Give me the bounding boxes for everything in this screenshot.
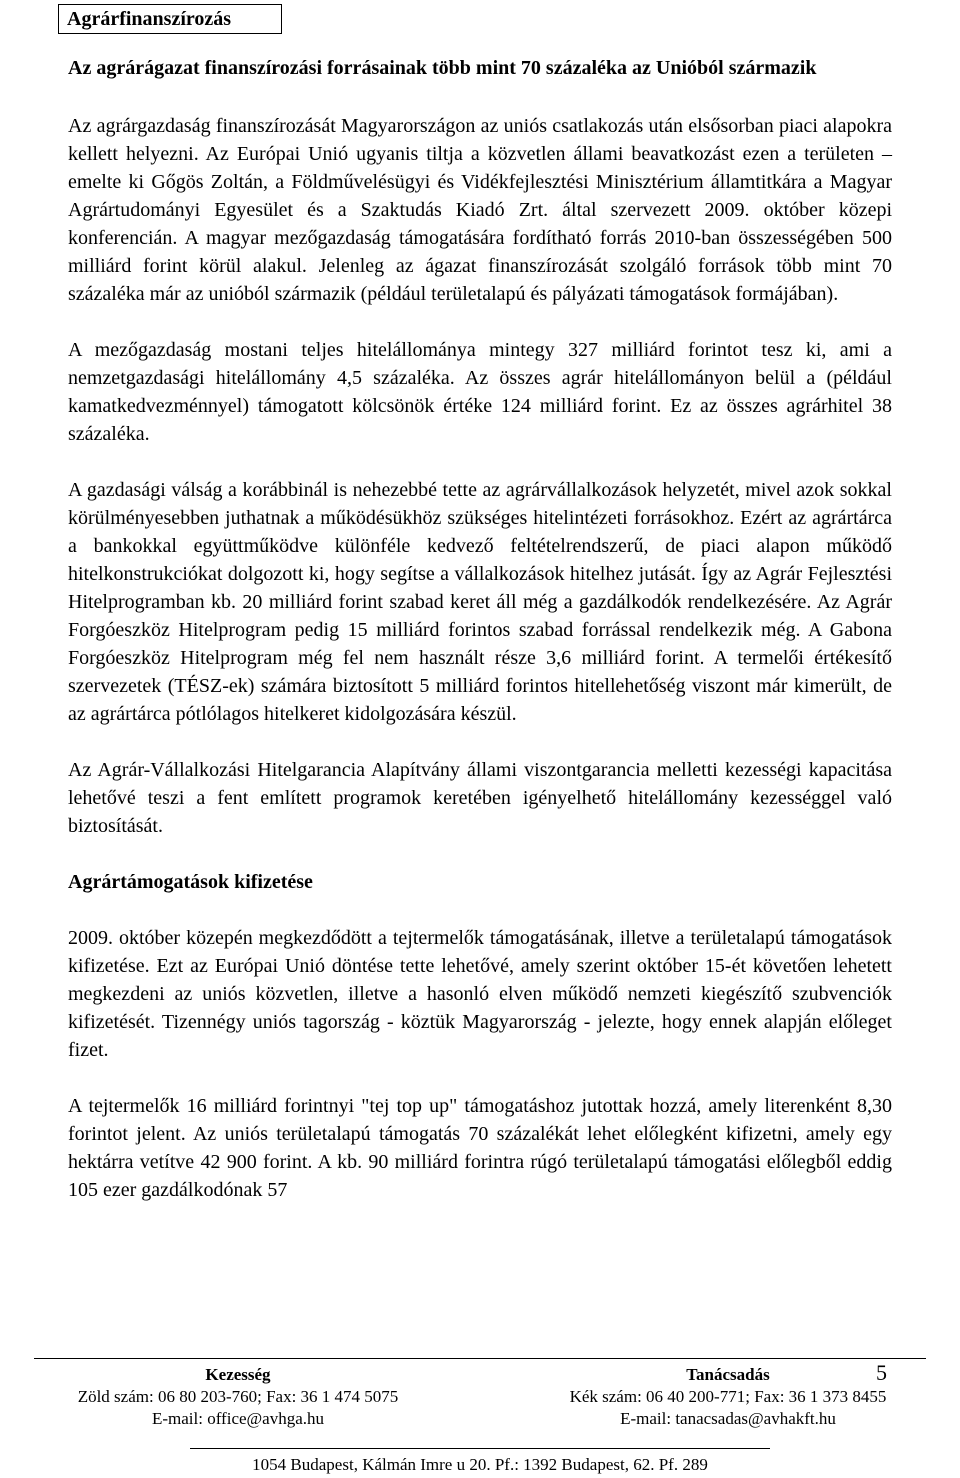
footer-address: 1054 Budapest, Kálmán Imre u 20. Pf.: 1392 Budapest, 62. Pf. 289 <box>252 1455 708 1474</box>
paragraph: Az Agrár-Vállalkozási Hitelgarancia Alapítvány állami viszontgarancia melletti kezességi kapacitása lehetővé teszi a fent említett programok keretében igényelhető hitelállomány kezességgel való biztosítását. <box>68 759 892 837</box>
footer-right-contact <box>528 1360 928 1430</box>
article-heading: Az agrárágazat finanszírozási forrásainak több mint 70 százaléka az Unióból származik <box>68 57 817 79</box>
paragraph: 2009. október közepén megkezdődött a tejtermelők támogatásának, illetve a területalapú támogatások kifizetése. Ezt az Európai Unió döntése tette lehetővé, amely szerint október 15-ét követően lehetett megkezdeni az uniós közvetlen, illetve a hasonló elven működő nemzeti kiegészítő szubvenciók kifizetését. Tizennégy uniós tagország - köztük Magyarország - jelezte, hogy ennek alapján előleget fizet. <box>68 927 892 1061</box>
footer-left-title: Kezesség <box>205 1365 271 1384</box>
footer-right-phone: Kék szám: 06 40 200-771; Fax: 36 1 373 8455 <box>569 1387 887 1406</box>
page-footer <box>0 1358 960 1478</box>
paragraph: Az agrárgazdaság finanszírozását Magyarországon az uniós csatlakozás után elsősorban piaci alapokra kellett helyezni. Az Európai Unió ugyanis tiltja a közvetlen állami beavatkozást ezen a területen – emelte ki Gőgös Zoltán, a Földművelésügyi és Vidékfejlesztési Minisztérium államtitkára a Magyar Agrártudományi Egyesület és a Szaktudás Kiadó Zrt. által szervezett 2009. október közepi konferencián. A magyar mezőgazdaság támogatására fordítható forrás 2010-ban összességében 500 milliárd forint körül alakul. Jelenleg az ágazat finanszírozását szolgáló források több mint 70 százaléka már az unióból származik (például területalapú és pályázati támogatások formájában). <box>68 115 892 305</box>
footer-left-contact <box>38 1364 438 1430</box>
article-body <box>68 54 892 1204</box>
section-heading: Agrártámogatások kifizetése <box>68 871 313 893</box>
footer-left-phone: Zöld szám: 06 80 203-760; Fax: 36 1 474 5075 <box>77 1387 399 1406</box>
section-title: Agrárfinanszírozás <box>58 4 282 34</box>
paragraph: A gazdasági válság a korábbinál is nehezebbé tette az agrárvállalkozások helyzetét, mivel azok sokkal körülményesebben juthatnak a működésükhöz szükséges hitelintézeti forrásokhoz. Ezért az agrártárca a bankokkal együttműködve különféle kedvező feltételrendszerű, de piaci alapon működő hitelkonstrukciókat dolgozott ki, hogy segítse a vállalkozások hitelhez jutását. Így az Agrár Fejlesztési Hitelprogramban kb. 20 milliárd forint szabad keret áll még a gazdálkodók rendelkezésére. Az Agrár Forgóeszköz Hitelprogram pedig 15 milliárd forintos szabad forrással rendelkezik még. A Gabona Forgóeszköz Hitelprogram még fel nem használt része 3,6 milliárd forint. A termelői értékesítő szervezetek (TÉSZ-ek) számára biztosított 5 milliárd forintos hitellehetőség viszont már kimerült, de az agrártárca pótlólagos hitelkeret kidolgozására készül. <box>68 479 892 725</box>
paragraph: A tejtermelők 16 milliárd forintnyi "tej top up" támogatáshoz jutottak hozzá, amely literenként 8,30 forintot jelent. Az uniós területalapú támogatás 70 százalékát lehet előlegként kifizetni, amely egy hektárra vetítve 42 900 forint. A kb. 90 milliárd forintra rúgó területalapú támogatási előlegből eddig 105 ezer gazdálkodónak 57 <box>68 1095 892 1201</box>
paragraph: A mezőgazdaság mostani teljes hitelállománya mintegy 327 milliárd forintot tesz ki, ami a nemzetgazdasági hitelállomány 4,5 százaléka. Az összes agrár hitelállományon belül a (például kamatkedvezménnyel) támogatott kölcsönök értéke 124 milliárd forint. Ez az összes agrárhitel 38 százaléka. <box>68 339 892 445</box>
footer-address-divider <box>190 1448 770 1449</box>
footer-right-title: Tanácsadás <box>686 1365 770 1384</box>
footer-divider <box>34 1358 926 1359</box>
page-number: 5 <box>876 1360 887 1385</box>
footer-right-email: E-mail: tanacsadas@avhakft.hu <box>620 1409 836 1428</box>
footer-left-email: E-mail: office@avhga.hu <box>151 1409 325 1428</box>
